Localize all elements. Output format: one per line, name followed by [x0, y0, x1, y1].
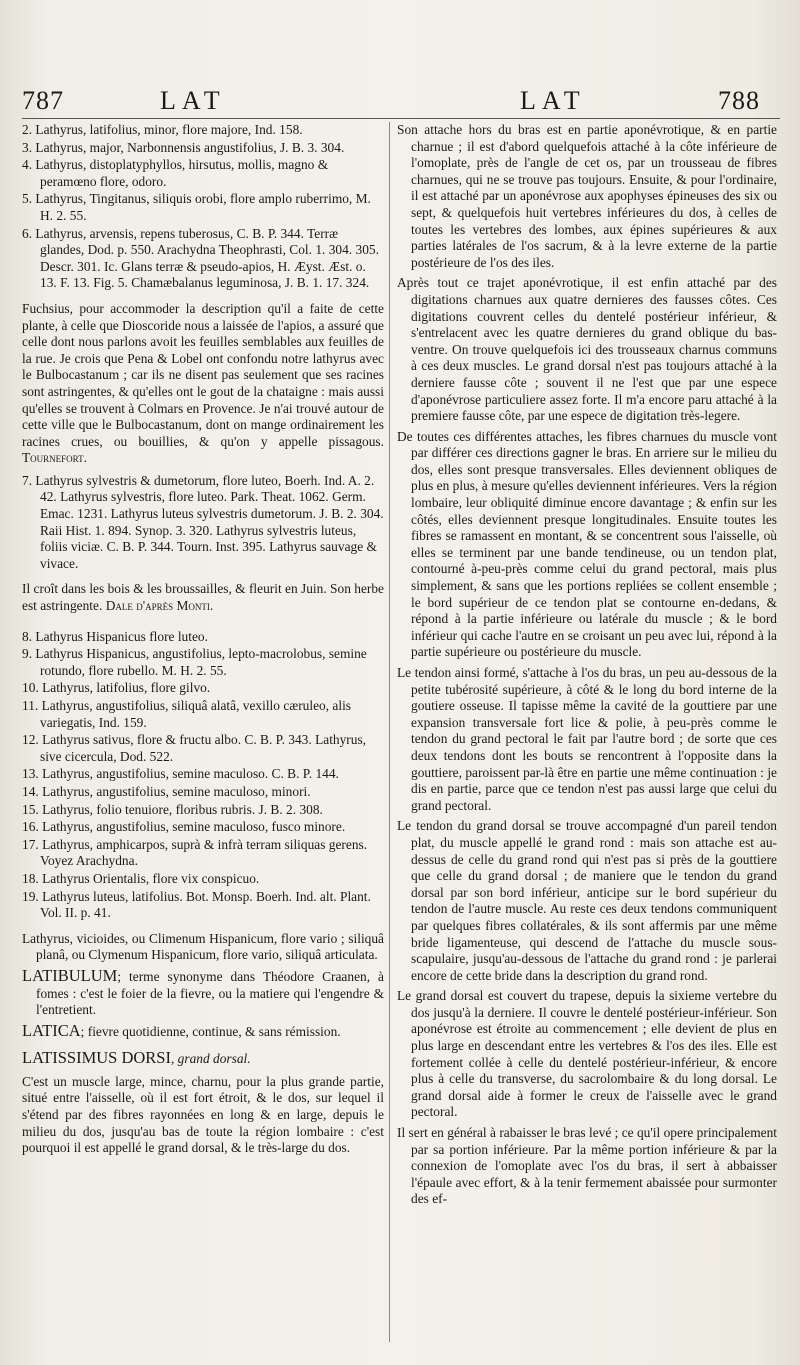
fuchsius-paragraph: [22, 301, 384, 467]
species-entry: 11. Lathyrus, angustifolius, siliquâ alatâ, vexillo cæruleo, alis variegatis, Ind. 159.: [22, 698, 351, 730]
species-entry: 5. Lathyrus, Tingitanus, siliquis orobi, flore amplo ruberrimo, M. H. 2. 55.: [22, 191, 371, 223]
headword: LATISSIMUS DORSI: [22, 1048, 171, 1068]
anatomy-paragraph: Le grand dorsal est couvert du trapese, depuis la sixieme vertebre du dos jusqu'à la derniere. Il couvre le dentelé postérieur-inférieur. Son aponévrose est étroite au commencement ; elle devient de plus en plus large en descendant entre les vertebres & l'os des iles. Elle est fortement collée à celle du dentelé postérieur-inférieur, & encore plus à celle du transverse, du sacrolombaire & du long dorsal. Le grand dorsal aide à former le creux de l'aisselle avec le grand pectoral.: [397, 988, 777, 1120]
muscle-paragraph: C'est un muscle large, mince, charnu, pour la plus grande partie, situé entre l'aisselle, où il est fort étroit, & le dos, sur lequel il s'étend par des fibres rayonnées en long & en large, depuis le milieu du dos, jusqu'au bas de toute la région lombaire : c'est pourquoi il est appellé le grand dorsal, & le très-large du dos.: [22, 1073, 384, 1156]
species-list-b: [22, 629, 384, 922]
species-entry: 16. Lathyrus, angustifolius, semine maculoso, fusco minore.: [22, 819, 346, 835]
species-entry: 6. Lathyrus, arvensis, repens tuberosus, C. B. P. 344. Terræ glandes, Dod. p. 550. Arachydna Theophrasti, Col. 1. 304. 305. Descr. 301. Ic. Glans terræ & pseudo-apios, H. Æyst. Æst. o. 13. F. 13. Fig. 5. Chamæbalanus leguminosa, J. B. 1. 17. 324.: [22, 225, 379, 291]
species-entry: 19. Lathyrus luteus, latifolius. Bot. Monsp. Boerh. Ind. alt. Plant. Vol. II. p. 41.: [22, 888, 371, 921]
anatomy-paragraph: Après tout ce trajet aponévrotique, il est enfin attaché par des digitations charnues aux quatre dernieres des fausses côtes. Ces digitations couvrent celles du dentelé postérieur inférieur, & s'entrelacent avec les quatre dernieres du grand oblique du bas-ventre. On trouve quelquefois ici des trousseaux charnus communs à ces deux muscles. Le grand dorsal n'est pas toujours attaché à la derniere fausse côte ; souvent il ne l'est que par une espece d'aponévrose particuliere assez forte. Il m'a encore paru attaché à la premiere fausse côte, par une espece de digitation très-legere.: [397, 275, 777, 424]
definition: ; fievre quotidienne, continue, & sans rémission.: [80, 1023, 341, 1039]
right-paragraphs: [397, 122, 777, 1208]
species-entry: 18. Lathyrus Orientalis, flore vix conspicuo.: [22, 870, 260, 886]
left-running-head: LAT: [160, 86, 226, 115]
definition: ; terme synonyme dans Théodore Craanen, à fomes : c'est le foier de la fievre, ou la matiere qui l'engendre & l'entretient.: [36, 968, 384, 1018]
habitat-paragraph: [22, 581, 384, 614]
anatomy-paragraph: Le tendon ainsi formé, s'attache à l'os du bras, un peu au-dessous de la petite tubérosité supérieure, à côté & le long du bord interne de la goutiere osseuse. Il tapisse même la cavité de la gouttiere par une expansion transversale fort lice & polie, à peu-près comme le tendon du grand pectoral le fait par l'autre bord ; de sorte que ces deux tendons dont les bouts se rencontrent à l'opposite dans la gouttiere, paroissent par-là être en partie une même continuation : je dis en partie, parce que ce tendon n'est pas aussi large que celui du grand pectoral.: [397, 665, 777, 813]
author-signature: Tournefort.: [22, 450, 87, 466]
vicioides-paragraph: Lathyrus, vicioides, ou Climenum Hispanicum, flore vario ; siliquâ planâ, ou Clymenum Hispanicum, flore vario, siliquâ articulata.: [22, 930, 384, 963]
species-entry: 13. Lathyrus, angustifolius, semine maculoso. C. B. P. 144.: [22, 766, 339, 782]
latica-entry: [22, 1020, 384, 1041]
species-entry: 4. Lathyrus, distoplatyphyllos, hirsutus, mollis, magno & peramœno flore, odoro.: [22, 157, 329, 189]
anatomy-paragraph: De toutes ces différentes attaches, les fibres charnues du muscle vont par différer ces directions gagner le bras. En arriere sur le milieu du dos, elles sont presque transversales. Elles deviennent obliques de plus en plus, à mesure qu'elles deviennent inférieures. Vers la région lombaire, leur obliquité diminue encore davantage ; & enfin sur les côtés, elles deviennent presque longitudinales. Ensuite toutes les fibres se ramassent en montant, & se concentrent sous l'aisselle, où elles se terminent par une bande tendineuse, ou un tendon plat, contourné à-peu-près comme celui du grand pectoral, mais plus simplement, & sans que les portions repliées se collent ensemble ; le bord supérieur de ce tendon plat se contourne en-dedans, & répond à la partie inférieure ou latérale du muscle ; & le bord inférieur qui cache l'autre en se croisant un peu avec lui, répond à la partie supérieure ou postérieure du muscle.: [397, 428, 777, 660]
species-entry: 9. Lathyrus Hispanicus, angustifolius, lepto-macrolobus, semine rotundo, flore rubello. M. H. 2. 55.: [22, 646, 367, 678]
species-entry: 8. Lathyrus Hispanicus flore luteo.: [22, 628, 208, 644]
fuchsius-text: Fuchsius, pour accommoder la description qu'il a faite de cette plante, à celle que Dioscoride nous a laissée de l'apios, a assuré que celle dont nous parlons avoit les feuilles semblables aux feuilles de la rue. Je crois que Pena & Lobel ont confondu notre lathyrus avec le Bulbocastanum ; car ils ne disent pas seulement que ses racines sont astringentes, & qu'elles ont le gout de la chataigne : mais aussi qu'elles se trouvent à Colmars en Provence. Je n'ai trouvé autour de cette ville que le Bulbocastanum, dont on mange ordinairement les racines crues, ou bouillies, & qu'on y appelle pissagous.: [22, 300, 384, 449]
left-page-number: 787: [22, 86, 64, 115]
species-entry: 17. Lathyrus, amphicarpos, suprà & infrà terram siliquas gerens. Voyez Arachydna.: [22, 836, 368, 869]
species-entry: 14. Lathyrus, angustifolius, semine maculoso, minori.: [22, 783, 311, 799]
anatomy-paragraph: Son attache hors du bras est en partie aponévrotique, & en partie charnue ; il est d'abord quelquefois attaché à la côte inférieure de l'omoplate, près de l'angle de cet os, par un trousseau de fibres charnues, qui ne se trouve pas toujours. Ensuite, & pour l'ordinaire, il est attaché par un aponévrose aux apophyses épineuses des six ou sept, & quelquefois huit vertebres inférieures du dos, à celles de toutes les vertebres des lombes, aux épines supérieures & aux parties latérales de l'os sacrum, & à la levre externe de la partie postérieure de l'os des iles.: [397, 122, 777, 270]
latibulum-entry: [22, 965, 384, 1019]
species-entry: 2. Lathyrus, latifolius, minor, flore majore, Ind. 158.: [22, 122, 303, 137]
headword: LATIBULUM: [22, 965, 118, 985]
species-entry-7: 7. Lathyrus sylvestris & dumetorum, flore luteo, Boerh. Ind. A. 2. 42. Lathyrus sylvestris, flore luteo. Park. Theat. 1062. Germ. Emac. 1231. Lathyrus luteus sylvestris dumetorum. J. B. 2. 304. Raii Hist. 1. 894. Synop. 3. 320. Lathyrus sylvestris luteus, foliis viciæ. C. B. P. 344. Tourn. Inst. 395. Lathyrus sauvage & vivace.: [22, 472, 384, 571]
author-signature: Dale d'après Monti.: [105, 598, 214, 614]
left-column: [22, 122, 384, 1163]
species-entry: 3. Lathyrus, major, Narbonnensis angustifolius, J. B. 3. 304.: [22, 139, 345, 155]
species-list-a: [22, 122, 384, 292]
anatomy-paragraph: Le tendon du grand dorsal se trouve accompagné d'un pareil tendon plat, du muscle appellé le grand rond : mais son attache est au-dessus de celle du grand rond qui n'est pas si près de la gouttiere que celle du grand dorsal ; de maniere que le tendon du grand dorsal par son bord inférieur, anticipe sur le bord supérieur du tendon de l'autre muscle. Au reste ces deux tendons communiquent par quelques fibres collatérales, & ils sont affermis par une même bride ligamenteuse, qui descend de l'attache du muscle sous-scapulaire, jusqu'au-dessous de l'attache du grand rond : je parlerai encore de cette bride dans la description du grand rond.: [397, 818, 777, 983]
habitat-text: Il croît dans les bois & les broussailles, & fleurit en Juin. Son herbe est astringente.: [22, 581, 384, 614]
header-rule: [22, 118, 780, 119]
latissimus-heading: [22, 1050, 384, 1068]
column-divider: [389, 122, 390, 1342]
right-column: [397, 122, 777, 1212]
species-entry: 10. Lathyrus, latifolius, flore gilvo.: [22, 680, 211, 696]
species-entry: 12. Lathyrus sativus, flore & fructu albo. C. B. P. 343. Lathyrus, sive cicercula, Dod. 522.: [22, 732, 367, 764]
subtitle: , grand dorsal.: [170, 1051, 251, 1067]
right-page-number: 788: [718, 86, 760, 115]
anatomy-paragraph: Il sert en général à rabaisser le bras levé ; ce qu'il opere principalement par sa portion inférieure. Par la même portion inférieure & par la connexion de l'omoplate avec l'os du bras, il sert à abbaisser l'épaule avec effort, & à la tenir fermement abaissée pour surmonter des ef-: [397, 1125, 777, 1207]
right-running-head: LAT: [520, 86, 586, 115]
species-entry: 15. Lathyrus, folio tenuiore, floribus rubris. J. B. 2. 308.: [22, 801, 323, 817]
headword: LATICA: [22, 1020, 81, 1040]
